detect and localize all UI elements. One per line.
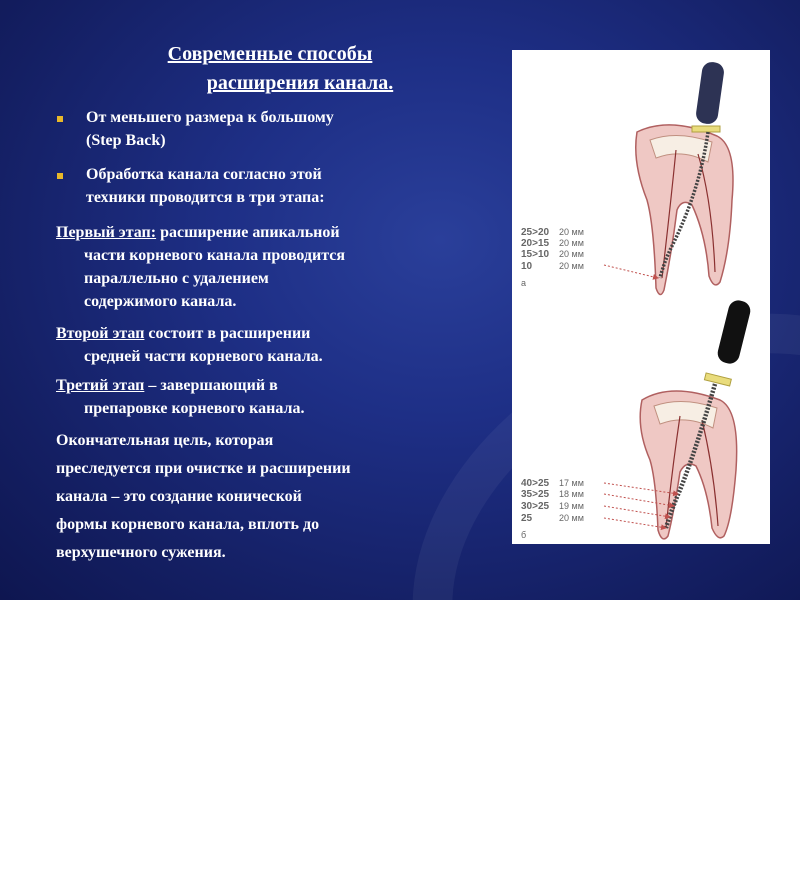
bottom-letter: б bbox=[521, 530, 527, 540]
bottom-len-2: 18 мм bbox=[559, 489, 584, 499]
bullet-2-line-1: Обработка канала согласно этой bbox=[86, 166, 322, 183]
conclusion-line-1: Окончательная цель, которая bbox=[56, 432, 274, 449]
bullet-1-line-2: (Step Back) bbox=[86, 132, 166, 149]
stage-2-line-1: состоит в расширении bbox=[144, 325, 311, 342]
top-arrow bbox=[604, 265, 658, 278]
tooth-illustration-svg bbox=[512, 50, 770, 544]
stage-3-line-2: препаровке корневого канала. bbox=[84, 400, 305, 417]
conclusion-line-2: преследуется при очистке и расширении bbox=[56, 460, 351, 477]
slide-title bbox=[110, 40, 430, 98]
title-line-1: Современные способы bbox=[167, 43, 373, 65]
top-size-1: 25>20 bbox=[521, 227, 550, 238]
bullet-1-line-1: От меньшего размера к большому bbox=[86, 109, 334, 126]
stage-1-line-4: содержимого канала. bbox=[84, 293, 237, 310]
tooth-top bbox=[636, 125, 733, 295]
tooth-illustration bbox=[512, 50, 770, 544]
bottom-arrow-4 bbox=[604, 518, 666, 528]
conclusion-line-4: формы корневого канала, вплоть до bbox=[56, 516, 320, 533]
bullet-marker-2 bbox=[57, 173, 63, 179]
stage-1-line-1: расширение апикальной bbox=[156, 224, 340, 241]
stage-3-label: Третий этап bbox=[56, 377, 145, 394]
bullet-marker-1 bbox=[57, 116, 63, 122]
file-top-stopper bbox=[692, 126, 720, 132]
top-len-4: 20 мм bbox=[559, 261, 584, 271]
top-size-4: 10 bbox=[521, 261, 533, 272]
bottom-size-1: 40>25 bbox=[521, 478, 550, 489]
bottom-size-2: 35>25 bbox=[521, 489, 550, 500]
stage-2-label: Второй этап bbox=[56, 325, 145, 342]
bullet-2 bbox=[86, 163, 325, 209]
conclusion-line-3: канала – это создание конической bbox=[56, 488, 302, 505]
top-size-table bbox=[521, 227, 658, 288]
bottom-len-3: 19 мм bbox=[559, 501, 584, 511]
bottom-size-3: 30>25 bbox=[521, 501, 550, 512]
file-bottom-stopper bbox=[704, 373, 731, 386]
bottom-len-4: 20 мм bbox=[559, 513, 584, 523]
conclusion-paragraph bbox=[56, 427, 351, 567]
stage-3-paragraph bbox=[56, 374, 304, 420]
conclusion-line-5: верхушечного сужения. bbox=[56, 544, 226, 561]
stage-2-paragraph bbox=[56, 322, 323, 368]
file-bottom-handle bbox=[716, 298, 753, 365]
stage-3-line-1: – завершающий в bbox=[144, 377, 278, 394]
stage-2-line-2: средней части корневого канала. bbox=[84, 348, 323, 365]
top-size-2: 20>15 bbox=[521, 238, 550, 249]
bullet-2-line-2: техники проводится в три этапа: bbox=[86, 189, 325, 206]
stage-1-line-2: части корневого канала проводится bbox=[84, 247, 346, 264]
stage-1-label: Первый этап: bbox=[56, 224, 157, 241]
file-top-handle bbox=[695, 61, 725, 125]
top-len-1: 20 мм bbox=[559, 227, 584, 237]
bullet-1 bbox=[86, 106, 334, 152]
top-len-2: 20 мм bbox=[559, 238, 584, 248]
top-len-3: 20 мм bbox=[559, 249, 584, 259]
top-size-3: 15>10 bbox=[521, 249, 550, 260]
bottom-len-1: 17 мм bbox=[559, 478, 584, 488]
stage-1-paragraph bbox=[56, 221, 345, 313]
title-line-2: расширения канала. bbox=[206, 72, 394, 94]
stage-1-line-3: параллельно с удалением bbox=[84, 270, 269, 287]
top-letter: а bbox=[521, 278, 527, 288]
bottom-size-4: 25 bbox=[521, 513, 533, 524]
